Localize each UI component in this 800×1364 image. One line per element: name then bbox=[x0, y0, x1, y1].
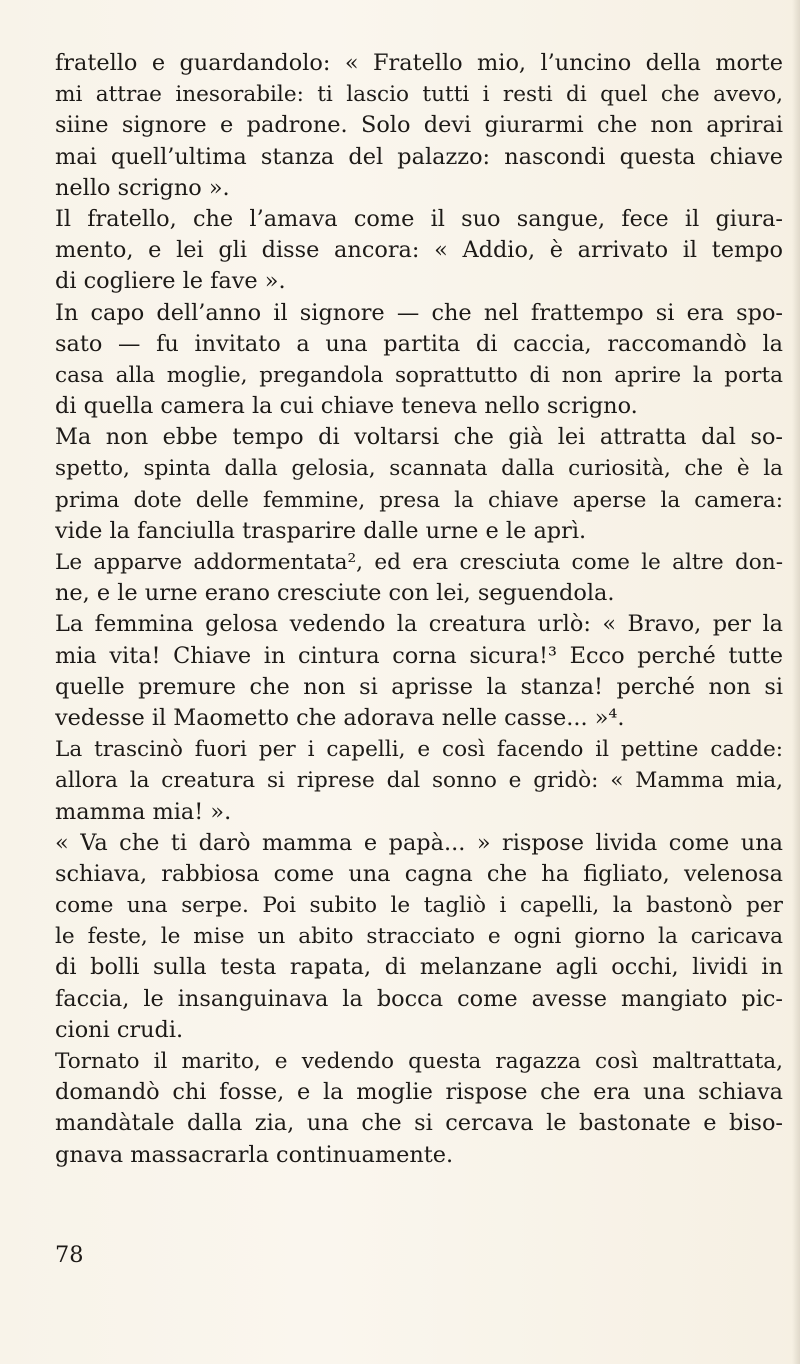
text-line: spetto, spinta dalla gelosia, scannata dalla curiosità, che è la bbox=[55, 456, 783, 482]
text-line: Tornato il marito, e vedendo questa ragazza così maltrattata, bbox=[55, 1049, 783, 1074]
text-line: nello scrigno ». bbox=[55, 174, 230, 201]
text-line: fratello e guardandolo: « Fratello mio, l’uncino della morte bbox=[55, 50, 783, 76]
text-line: Le apparve addormentata², ed era cresciuta come le altre don- bbox=[55, 550, 783, 575]
text-line: sato — fu invitato a una partita di caccia, raccomandò la bbox=[55, 330, 783, 357]
text-line: mai quell’ultima stanza del palazzo: nascondi questa chiave bbox=[55, 143, 783, 170]
text-line: mandàtale dalla zia, una che si cercava le bastonate e biso- bbox=[55, 1110, 783, 1137]
text-line: allora la creatura si riprese dal sonno e gridò: « Mamma mia, bbox=[55, 768, 783, 794]
text-line: domandò chi fosse, e la moglie rispose che era una schiava bbox=[55, 1079, 783, 1106]
text-line: mamma mia! ». bbox=[55, 798, 232, 825]
text-line: mia vita! Chiave in cintura corna sicura!³ Ecco perché tutte bbox=[55, 642, 783, 669]
text-line: Ma non ebbe tempo di voltarsi che già lei attratta dal so- bbox=[55, 424, 783, 451]
text-line: « Va che ti darò mamma e papà... » rispose livida come una bbox=[55, 829, 783, 856]
text-line: quelle premure che non si aprisse la stanza! perché non si bbox=[55, 673, 783, 700]
text-line: come una serpe. Poi subito le tagliò i capelli, la bastonò per bbox=[55, 893, 783, 919]
page-edge-shadow bbox=[792, 0, 800, 1364]
page-number: 78 bbox=[55, 1242, 84, 1268]
text-line: mento, e lei gli disse ancora: « Addio, è arrivato il tempo bbox=[55, 237, 783, 264]
body-text bbox=[55, 48, 783, 1171]
text-line: La trascinò fuori per i capelli, e così facendo il pettine cadde: bbox=[55, 737, 783, 763]
text-line: In capo dell’anno il signore — che nel frattempo si era spo- bbox=[55, 299, 783, 326]
text-line: faccia, le insanguinava la bocca come avesse mangiato pic- bbox=[55, 985, 783, 1012]
text-line: ne, e le urne erano cresciute con lei, seguendola. bbox=[55, 580, 615, 607]
text-line: di cogliere le fave ». bbox=[55, 268, 286, 295]
text-line: schiava, rabbiosa come una cagna che ha figliato, velenosa bbox=[55, 860, 783, 887]
text-line: Il fratello, che l’amava come il suo sangue, fece il giura- bbox=[55, 205, 783, 232]
text-line: siine signore e padrone. Solo devi giurarmi che non aprirai bbox=[55, 112, 783, 139]
text-line: vide la fanciulla trasparire dalle urne e le aprì. bbox=[55, 517, 587, 544]
text-line: cioni crudi. bbox=[55, 1016, 184, 1043]
text-line: le feste, le mise un abito stracciato e ogni giorno la caricava bbox=[55, 924, 783, 950]
text-line: vedesse il Maometto che adorava nelle casse... »⁴. bbox=[55, 704, 625, 731]
text-line: prima dote delle femmine, presa la chiave aperse la camera: bbox=[55, 487, 783, 513]
text-line: casa alla moglie, pregandola soprattutto di non aprire la porta bbox=[55, 362, 783, 388]
text-line: La femmina gelosa vedendo la creatura urlò: « Bravo, per la bbox=[55, 611, 783, 638]
text-line: di bolli sulla testa rapata, di melanzane agli occhi, lividi in bbox=[55, 954, 783, 981]
text-line: di quella camera la cui chiave teneva nello scrigno. bbox=[55, 393, 638, 420]
text-line: mi attrae inesorabile: ti lascio tutti i resti di quel che avevo, bbox=[55, 82, 783, 108]
text-line: gnava massacrarla continuamente. bbox=[55, 1141, 454, 1168]
